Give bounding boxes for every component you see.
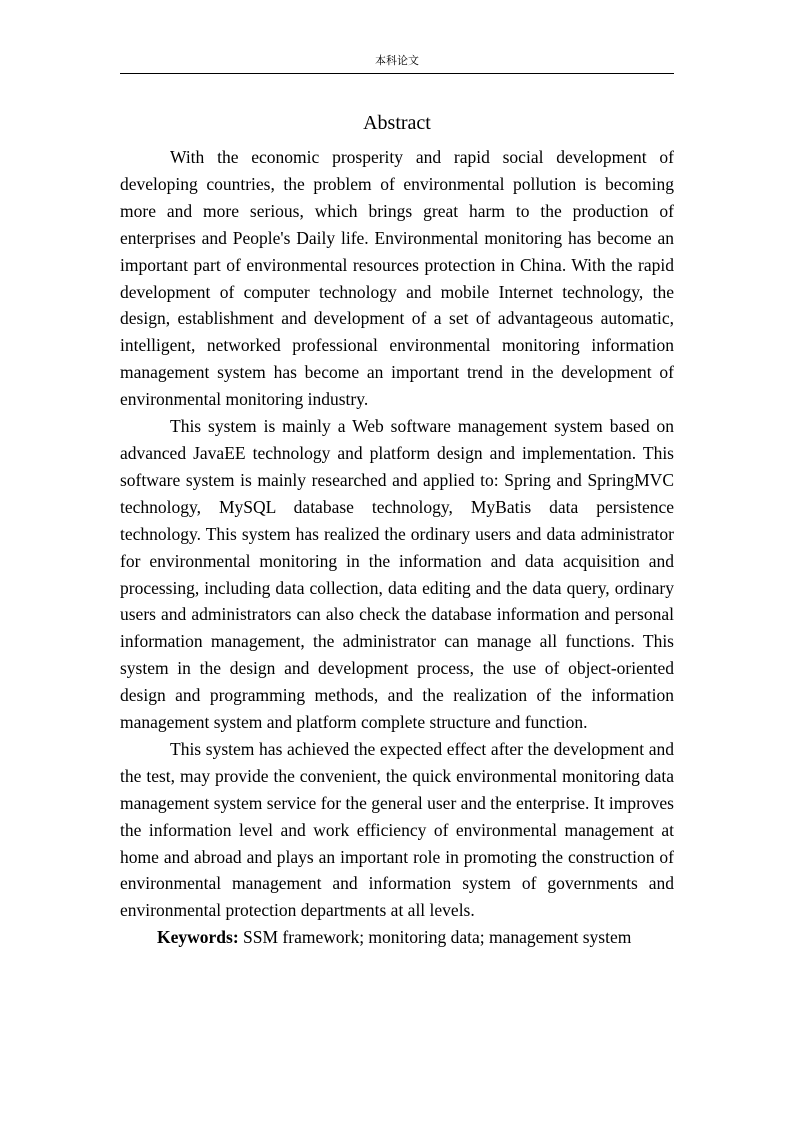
keywords-text: SSM framework; monitoring data; management system xyxy=(238,927,632,948)
page-header: 本科论文 xyxy=(375,54,419,67)
header-divider xyxy=(120,73,674,74)
abstract-paragraph-1: With the economic prosperity and rapid social development of developing countries, the problem of environmental pollution is becoming more and more serious, which brings great harm to the production of enterprises and People's Daily life. Environmental monitoring has become an important part of environmental resources protection in China. With the rapid development of computer technology and mobile Internet technology, the design, establishment and development of a set of advantageous automatic, intelligent, networked professional environmental monitoring information management system has become an important trend in the development of environmental monitoring industry. xyxy=(120,147,674,410)
abstract-paragraph-2: This system is mainly a Web software management system based on advanced JavaEE technology and platform design and implementation. This software system is mainly researched and applied to: Spring and SpringMVC technology, MySQL database technology, MyBatis data persistence technology. This system has realized the ordinary users and data administrator for environmental monitoring in the information and data acquisition and processing, including data collection, data editing and the data query, ordinary users and administrators can also check the database information and personal information management, the administrator can manage all functions. This system in the design and development process, the use of object-oriented design and programming methods, and the realization of the information management system and platform complete structure and function. xyxy=(120,416,674,733)
keywords-line xyxy=(120,924,674,951)
keywords-label: Keywords: xyxy=(157,927,239,948)
abstract-paragraph-3: This system has achieved the expected effect after the development and the test, may provide the convenient, the quick environmental monitoring data management system service for the general user and the enterprise. It improves the information level and work efficiency of environmental management at home and abroad and plays an important role in promoting the construction of environmental management and information system of governments and environmental protection departments at all levels. xyxy=(120,738,674,921)
abstract-body xyxy=(120,144,674,951)
abstract-title: Abstract xyxy=(363,112,431,134)
